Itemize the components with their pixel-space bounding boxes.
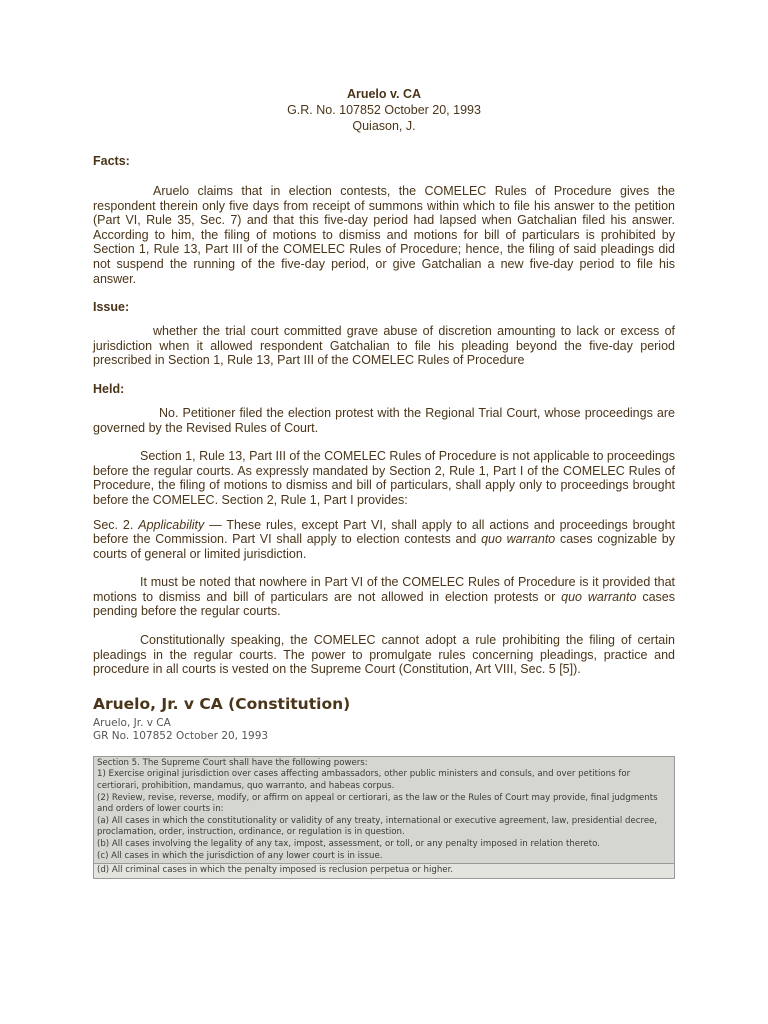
issue-text: whether the trial court committed grave abuse of discretion amounting to lack or excess of jurisdiction when it allowed respondent Gatchalian to file his pleading beyond the five-day period prescribed in Section 1, Rule 13, Part III of the COMELEC Rules of Procedure	[93, 324, 675, 368]
held-paragraph-2: Section 1, Rule 13, Part III of the COMELEC Rules of Procedure is not applicable to proceedings before the regular courts. As expressly mandated by Section 2, Rule 1, Part I of the COMELEC Rules of Procedure, the filing of motions to dismiss and bill of particulars, shall apply only to proceedings brought before the COMELEC. Section 2, Rule 1, Part I provides:	[93, 449, 676, 507]
rule-suffix: cases cognizable by courts of general or limited jurisdiction.	[93, 532, 676, 561]
rule-prefix: Sec. 2.	[93, 517, 139, 532]
excerpt-body	[94, 757, 674, 863]
facts-text: Aruelo claims that in election contests, the COMELEC Rules of Procedure gives the respondent therein only five days from receipt of summons within which to file his answer to the petition (Part VI, Rule 35, Sec. 7) and that this five-day period had lapsed when Gatchalian filed his answer. According to him, the filing of motions to dismiss and motions for bill of particulars is prohibited by Section 1, Rule 13, Part III of the COMELEC Rules of Procedure; hence, the filing of said pleadings did not suspend the running of the five-day period, or give Gatchalian a new five-day period to file his answer.	[93, 184, 675, 286]
issue-heading: Issue:	[93, 300, 130, 315]
section-subtitle-1: Aruelo, Jr. v CA	[93, 716, 171, 729]
section-heading: Aruelo, Jr. v CA (Constitution)	[93, 694, 351, 713]
case-citation: G.R. No. 107852 October 20, 1993	[287, 103, 481, 117]
constitution-excerpt-box	[93, 756, 675, 879]
held-paragraph-4	[93, 575, 675, 619]
rule-term-applicability: Applicability	[138, 517, 205, 532]
rule-text: — These rules, except Part VI, shall apply to all actions and proceedings brought before the Commission. Part VI shall apply to election contests and	[93, 517, 675, 547]
excerpt-line: (2) Review, revise, reverse, modify, or affirm on appeal or certiorari, as the law or the Rules of Court may provide, final judgments and orders of lower courts in:	[97, 792, 658, 815]
held-paragraph-1: No. Petitioner filed the election protest with the Regional Trial Court, whose proceedings are governed by the Revised Rules of Court.	[93, 405, 675, 435]
excerpt-line: Section 5. The Supreme Court shall have the following powers:	[97, 757, 368, 768]
excerpt-line: 1) Exercise original jurisdiction over cases affecting ambassadors, other public ministers and consuls, and over petitions for certiorari, prohibition, mandamus, quo warranto, and habeas corpus.	[97, 769, 631, 792]
held-paragraph-5: Constitutionally speaking, the COMELEC cannot adopt a rule prohibiting the filing of certain pleadings in the regular courts. The power to promulgate rules concerning pleadings, practice and procedure in all courts is vested on the Supreme Court (Constitution, Art VIII, Sec. 5 [5]).	[93, 633, 675, 677]
held-heading: Held:	[93, 381, 125, 396]
note-term-quo-warranto: quo warranto	[561, 589, 637, 604]
case-header	[93, 86, 675, 134]
excerpt-line: (c) All cases in which the jurisdiction of any lower court is in issue.	[97, 850, 383, 861]
excerpt-line: (a) All cases in which the constitutionality or validity of any treaty, international or executive agreement, law, presidential decree, proclamation, order, instruction, ordinance, or regulation is in question.	[97, 815, 658, 838]
case-ponente: Quiason, J.	[352, 119, 416, 133]
facts-heading: Facts:	[93, 154, 130, 168]
note-suffix: cases pending before the regular courts.	[93, 589, 675, 619]
excerpt-line: (b) All cases involving the legality of any tax, impost, assessment, or toll, or any penalty imposed in relation thereto.	[97, 839, 600, 849]
case-title: Aruelo v. CA	[346, 87, 422, 101]
note-prefix: It must be noted that nowhere in Part VI of the COMELEC Rules of Procedure is it provided that motions to dismiss and bill of particulars are not allowed in election protests or	[93, 575, 675, 604]
held-paragraph-3	[93, 518, 675, 562]
rule-term-quo-warranto: quo warranto	[481, 532, 556, 547]
excerpt-last-row: (d) All criminal cases in which the penalty imposed is reclusion perpetua or higher.	[94, 863, 674, 878]
case-digest	[93, 86, 675, 879]
section-subtitle-2: GR No. 107852 October 20, 1993	[93, 730, 269, 743]
